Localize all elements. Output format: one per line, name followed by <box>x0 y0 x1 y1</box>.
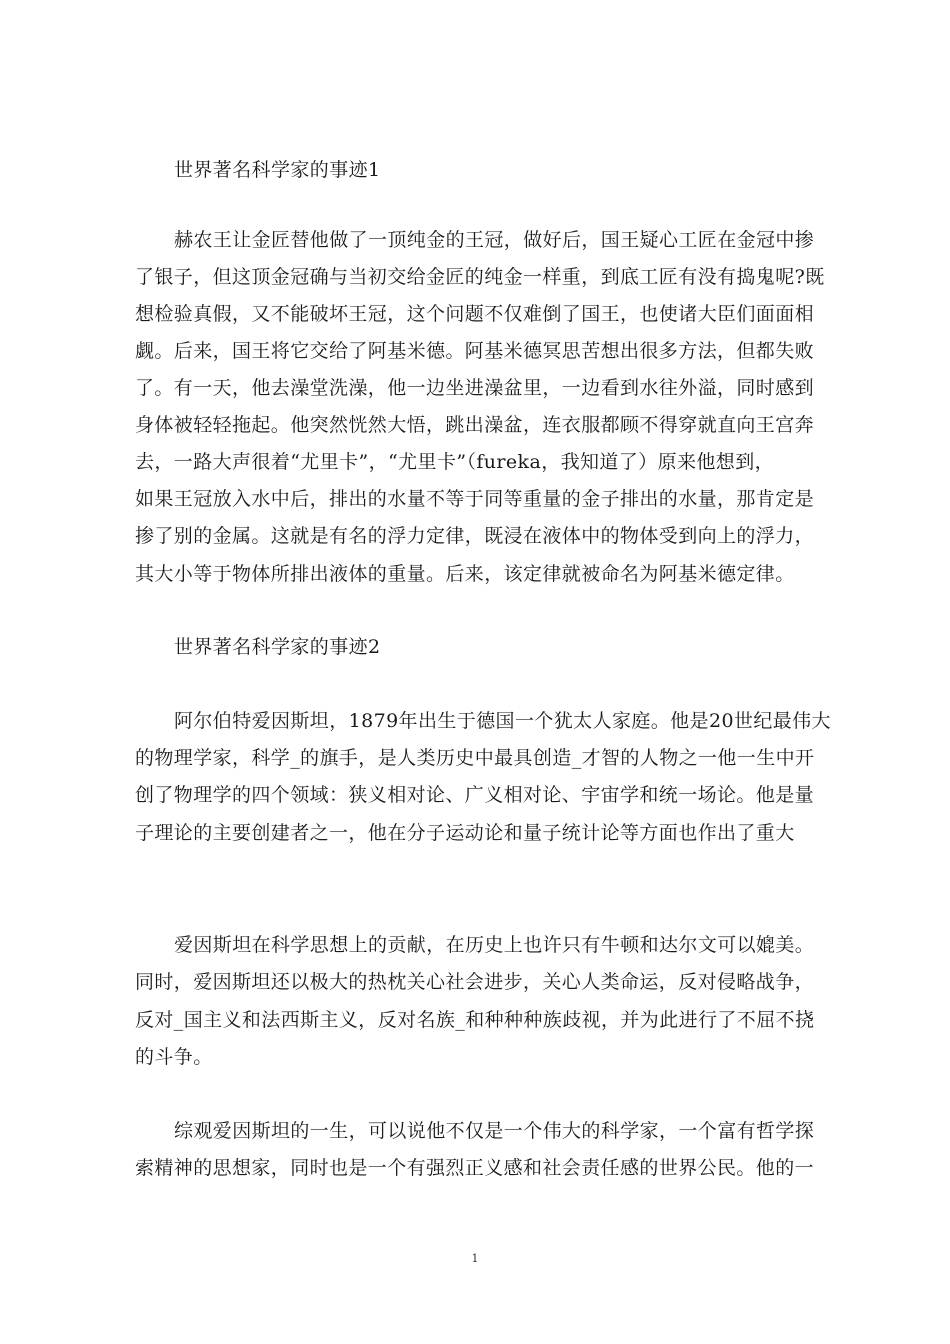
paragraph-line: 掺了别的金属。这就是有名的浮力定律，既浸在液体中的物体受到向上的浮力， <box>135 525 815 547</box>
page-number: 1 <box>471 1252 479 1265</box>
paragraph-line: 的物理学家，科学_的旗手，是人类历史中最具创造_才智的人物之一他一生中开 <box>135 747 815 769</box>
paragraph-line: 赫农王让金匠替他做了一顶纯金的王冠，做好后，国王疑心工匠在金冠中掺 <box>174 229 815 251</box>
paragraph-line: 了银子，但这顶金冠确与当初交给金匠的纯金一样重，到底工匠有没有捣鬼呢?既 <box>135 266 825 288</box>
paragraph-line: 创了物理学的四个领域：狭义相对论、广义相对论、宇宙学和统一场论。他是量 <box>135 784 815 806</box>
paragraph-line: 爱因斯坦在科学思想上的贡献，在历史上也许只有牛顿和达尔文可以媲美。 <box>174 934 815 956</box>
paragraph-line: 如果王冠放入水中后，排出的水量不等于同等重量的金子排出的水量，那肯定是 <box>135 488 815 510</box>
paragraph-line: 阿尔伯特爱因斯坦，1879年出生于德国一个犹太人家庭。他是20世纪最伟大 <box>174 710 831 732</box>
paragraph-line: 了。有一天，他去澡堂洗澡，他一边坐进澡盆里，一边看到水往外溢，同时感到 <box>135 377 815 399</box>
paragraph-line: 想检验真假，又不能破坏王冠，这个问题不仅难倒了国王，也使诸大臣们面面相 <box>135 303 815 325</box>
paragraph-line: 身体被轻轻拖起。他突然恍然大悟，跳出澡盆，连衣服都顾不得穿就直向王宫奔 <box>135 414 815 436</box>
paragraph-line: 综观爱因斯坦的一生，可以说他不仅是一个伟大的科学家，一个富有哲学探 <box>174 1120 815 1142</box>
paragraph-line: 索精神的思想家，同时也是一个有强烈正义感和社会责任感的世界公民。他的一 <box>135 1157 815 1179</box>
paragraph-line: 去，一路大声很着“尤里卡”，“尤里卡”（fureka，我知道了）原来他想到， <box>135 451 774 473</box>
paragraph-line: 反对_国主义和法西斯主义，反对名族_和种种种族歧视，并为此进行了不屈不挠 <box>135 1009 815 1031</box>
paragraph-line: 同时，爱因斯坦还以极大的热枕关心社会进步，关心人类命运，反对侵略战争， <box>135 971 815 993</box>
paragraph-line: 觑。后来，国王将它交给了阿基米德。阿基米德冥思苦想出很多方法，但都失败 <box>135 340 815 362</box>
section-heading-1: 世界著名科学家的事迹1 <box>174 159 381 181</box>
paragraph-line: 子理论的主要创建者之一，他在分子运动论和量子统计论等方面也作出了重大 <box>135 822 795 844</box>
paragraph-line: 的斗争。 <box>135 1046 213 1068</box>
section-heading-2: 世界著名科学家的事迹2 <box>174 636 381 658</box>
paragraph-line: 其大小等于物体所排出液体的重量。后来，该定律就被命名为阿基米德定律。 <box>135 563 795 585</box>
